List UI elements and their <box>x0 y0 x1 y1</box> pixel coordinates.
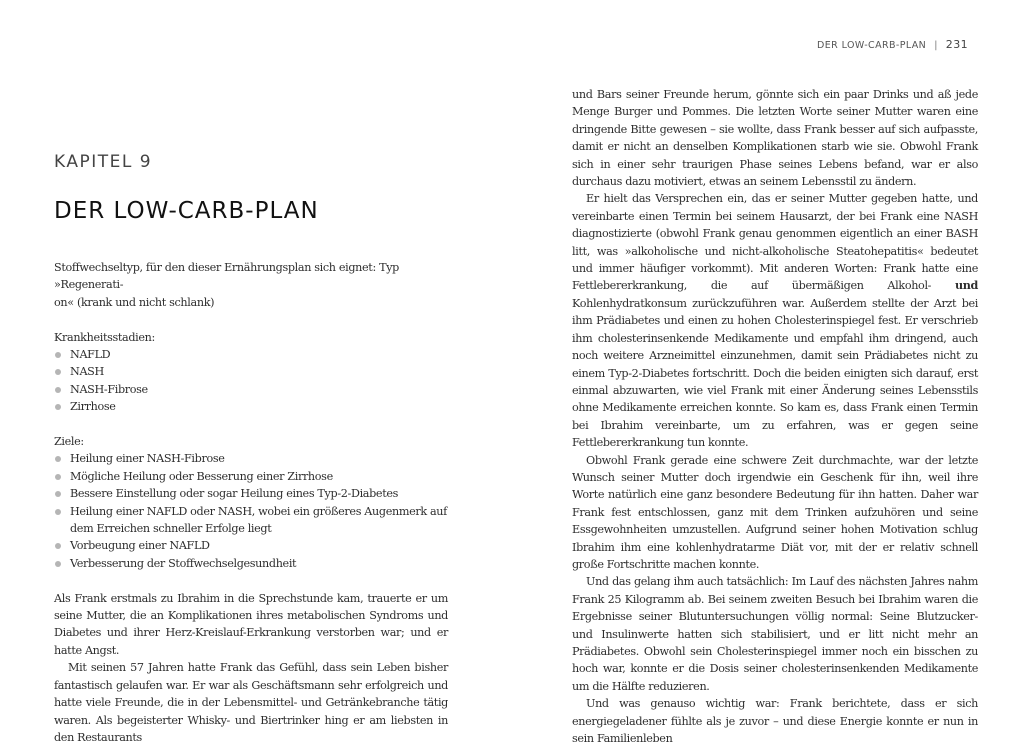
paragraph-text: Er hielt das Versprechen ein, das er seiner Mutter gegeben hatte, und vereinbarte einen Termin bei seinem Hausarzt, der bei Frank eine NASH diagnostizierte (obwohl Frank genau genommen eigentlich an einer BASH litt, was »alkoholische und nicht-alkoholische Steatohepatitis« bedeutet und immer häufiger vorkommt). Mit anderen Worten: Frank hatte eine Fettlebererkrankung, die auf übermäßigen Alkohol- <box>572 192 978 293</box>
list-item: NASH <box>54 363 448 380</box>
chapter-label: KAPITEL 9 <box>54 152 153 172</box>
body-paragraph: Obwohl Frank gerade eine schwere Zeit durchmachte, war der letzte Wunsch seiner Mutter doch irgendwie ein Geschenk für ihn, weil ihre Worte natürlich eine ganz besondere Bedeutung für ihn hatten. Daher war Frank fest entschlossen, ganz mit dem Trinken aufzuhören und seine Essgewohnheiten umzustellen. Aufgrund seiner hohen Motivation schlug Ibrahim ihm eine kohlenhydratarme Diät vor, mit der er relativ schnell große Fortschritte machen konnte. <box>572 453 978 571</box>
running-head-separator: | <box>934 40 938 51</box>
list-item: Zirrhose <box>54 398 448 415</box>
right-body-text <box>572 86 978 747</box>
paragraph-text: Kohlenhydratkonsum zurückzuführen war. Außerdem stellte der Arzt bei ihm Prädiabetes und einen zu hohen Cholesterinspiegel fest. Er verschrieb ihm cholesterinsenkende Medikamente und empfahl ihm dringend, auch noch weitere Arzneimittel einzunehmen, damit sein Prädiabetes nicht zu einem Typ-2-Diabetes fortschritt. Doch die beiden einigten sich darauf, erst einmal abzuwarten, wie viel Frank mit einer Änderung seines Lebensstils ohne Medikamente erreichen konnte. So kam es, dass Frank einen Termin bei Ibrahim vereinbarte, um zu erfahren, was er gegen seine Fettlebererkrankung tun konnte. <box>572 296 978 450</box>
running-head <box>817 38 968 51</box>
metabolic-type-line-2: on« (krank und nicht schlank) <box>54 295 215 309</box>
goals-heading: Ziele: <box>54 435 84 449</box>
body-paragraph: Mit seinen 57 Jahren hatte Frank das Gefühl, dass sein Leben bisher fantastisch gelaufen war. Er war als Geschäftsmann sehr erfolgreich und hatte viele Freunde, die in der Lebensmittel- und Getränkebranche tätig waren. Als begeisterter Whisky- und Biertrinker hing er am liebsten in den Restaurants <box>54 661 448 744</box>
goals-list <box>54 450 448 572</box>
metabolic-type-line-1: Stoffwechseltyp, für den dieser Ernährungsplan sich eignet: Typ »Regenerati- <box>54 261 399 292</box>
list-item: Bessere Einstellung oder sogar Heilung eines Typ-2-Diabetes <box>54 485 448 502</box>
body-paragraph: Als Frank erstmals zu Ibrahim in die Sprechstunde kam, trauerte er um seine Mutter, die an Komplikationen ihres metabolischen Syndroms und Diabetes und ihrer Herz-Kreislauf-Erkrankung verstorben war; und er hatte Angst. <box>54 591 448 657</box>
list-item: Heilung einer NAFLD oder NASH, wobei ein größeres Augenmerk auf dem Erreichen schneller Erfolge liegt <box>54 503 448 538</box>
body-paragraph: und Bars seiner Freunde herum, gönnte sich ein paar Drinks und aß jede Menge Burger und Pommes. Die letzten Worte seiner Mutter waren eine dringende Bitte gewesen – sie wollte, dass Frank besser auf sich aufpasste, damit er nicht an denselben Komplikationen starb wie sie. Obwohl Frank sich in einer sehr traurigen Phase seines Lebens befand, war er also durchaus dazu motiviert, etwas an seinem Lebensstil zu ändern. <box>572 88 978 189</box>
disease-stages-list <box>54 346 448 416</box>
page-number: 231 <box>945 38 968 51</box>
body-paragraph: Und was genauso wichtig war: Frank berichtete, dass er sich energiegeladener fühlte als je zuvor – und diese Energie konnte er nun in sein Familienleben <box>572 697 978 746</box>
body-paragraph: Und das gelang ihm auch tatsächlich: Im Lauf des nächsten Jahres nahm Frank 25 Kilogramm ab. Bei seinem zweiten Besuch bei Ibrahim waren die Ergebnisse seiner Blutuntersuchungen völlig normal: Seine Blutzucker- und Insulinwerte hatten sich stabilisiert, und er litt nicht mehr an Prädiabetes. Obwohl sein Cholesterinspiegel immer noch ein bisschen zu hoch war, konnte er die Dosis seiner cholesterinsenkenden Medikamente um die Hälfte reduzieren. <box>572 575 978 693</box>
disease-stages-heading: Krankheitsstadien: <box>54 330 155 344</box>
list-item: NAFLD <box>54 346 448 363</box>
chapter-title: DER LOW-CARB-PLAN <box>54 198 319 224</box>
list-item: Mögliche Heilung oder Besserung einer Zirrhose <box>54 468 448 485</box>
list-item: Heilung einer NASH-Fibrose <box>54 450 448 467</box>
right-page <box>510 0 1020 756</box>
list-item: Verbesserung der Stoffwechselgesundheit <box>54 555 448 572</box>
list-item: Vorbeugung einer NAFLD <box>54 537 448 554</box>
running-head-title: DER LOW-CARB-PLAN <box>817 40 927 51</box>
body-paragraph <box>572 190 978 451</box>
bold-word: und <box>954 278 978 293</box>
list-item: NASH-Fibrose <box>54 381 448 398</box>
left-body-text <box>54 259 448 746</box>
